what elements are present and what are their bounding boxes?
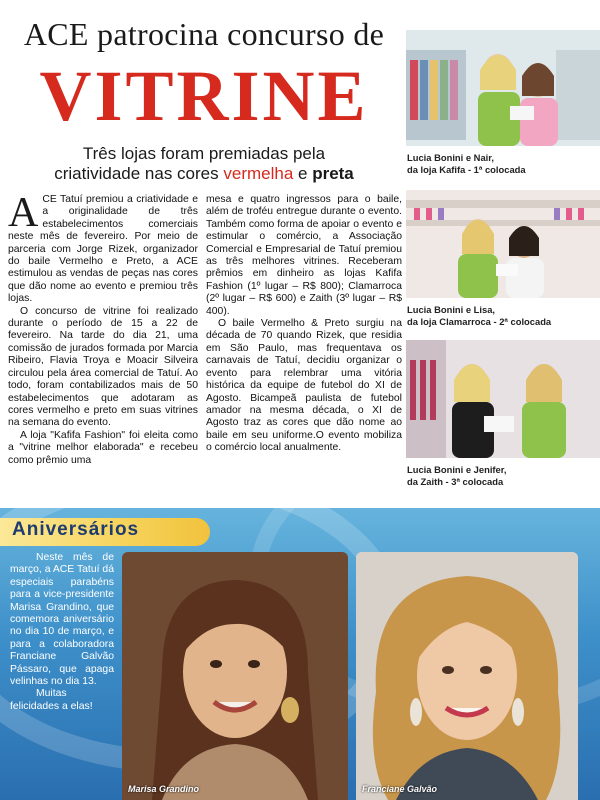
store-photo-illustration bbox=[406, 190, 600, 298]
subtitle-line2 bbox=[8, 164, 400, 184]
article-paragraph: O concurso de vitrine foi realizado durante o período de 15 a 22 de fevereiro. Na tarde do dia 21, uma comissão de jurados formada por Marcia Ribeiro, Flavia Troya e Moacir Silveira circulou pela área comercial de Tatuí. Ao todo, foram contabilizados mais de 50 estabelecimentos que adotaram as cores vermelho e preto em suas vitrines na semana do evento. bbox=[8, 305, 198, 429]
subtitle-line1: Três lojas foram premiadas pela bbox=[82, 144, 326, 163]
article-column-1 bbox=[8, 190, 198, 467]
photo-clamarroca bbox=[406, 190, 600, 298]
aniversarios-text bbox=[10, 552, 114, 713]
caption-clamarroca bbox=[407, 304, 599, 328]
aniversarios-paragraph: Neste mês de março, a ACE Tatuí dá especiais parabéns para a vice-presidente Marisa Grandino, que comemora aniversário no dia 10 de março, e para a colaboradora Franciane Galvão Pássaro, que apaga velinhas no dia 13. bbox=[10, 552, 114, 688]
article-paragraph: A loja "Kafifa Fashion" foi eleita como a "vitrine melhor elaborada" e recebeu como prêmio uma bbox=[8, 429, 198, 466]
caption-zaith bbox=[407, 464, 599, 488]
headline-line1: ACE patrocina concurso de bbox=[23, 16, 385, 52]
caption-line: da Zaith - 3ª colocada bbox=[407, 476, 504, 487]
store-photo-illustration bbox=[406, 340, 600, 458]
subtitle-conjunction: e bbox=[293, 164, 313, 183]
article-paragraph bbox=[8, 190, 198, 306]
article-paragraph: O baile Vermelho & Preto surgiu na década de 70 quando Rizek, que residia em São Paulo, mas frequentava os carnavais de Tatuí, decidiu organizar o evento para relembrar uma vitória histórica da equipe de futebol do XI de Agosto. Bicampeã paulista de futebol amador na mesma década, o XI de Agosto traz as cores que dão nome ao baile em seu uniforme.O evento mobiliza o comércio local anualmente. bbox=[206, 318, 402, 454]
photo-zaith bbox=[406, 340, 600, 458]
headline-vitrine: VITRINE bbox=[39, 56, 369, 136]
aniversarios-paragraph: Muitas felicidades a elas! bbox=[10, 688, 93, 712]
store-photo-illustration bbox=[406, 30, 600, 146]
caption-line: da loja Kafifa - 1ª colocada bbox=[407, 164, 526, 175]
portrait-illustration bbox=[122, 552, 348, 800]
article-column-2 bbox=[206, 194, 402, 455]
subtitle-red-word: vermelha bbox=[223, 164, 294, 183]
caption-line: Lucia Bonini e Nair, bbox=[407, 152, 494, 163]
aniversarios-title: Aniversários bbox=[12, 519, 140, 540]
subtitle bbox=[8, 144, 400, 184]
aniversarios-section bbox=[0, 508, 600, 800]
caption-line: Lucia Bonini e Lisa, bbox=[407, 304, 496, 315]
photo-kafifa bbox=[406, 30, 600, 146]
caption-kafifa bbox=[407, 152, 599, 176]
subtitle-bold-word: preta bbox=[312, 164, 354, 183]
article-paragraph: mesa e quatro ingressos para o baile, além de troféu entregue durante o evento. Também como forma de apoiar o evento e estimular o comércio, a Associação Comercial e Empresarial de Tatuí premiou as três melhores vitrines. Receberam prêmios em dinheiro as lojas Kafifa Fashion (1º lugar – R$ 800); Clamarroca (2º lugar – R$ 600) e Zaith (3º lugar – R$ 400). bbox=[206, 194, 402, 317]
caption-line: da loja Clamarroca - 2ª colocada bbox=[407, 316, 552, 327]
drop-cap: A bbox=[8, 190, 39, 236]
caption-line: Lucia Bonini e Jenifer, bbox=[407, 464, 507, 475]
portrait-franciane bbox=[356, 552, 578, 800]
paragraph-text: CE Tatuí premiou a criatividade e a originalidade de três estabelecimentos comerciais neste mês de fevereiro. Por meio de parceria com Jorge Rizek, organizador do baile Vermelho e Preto, a ACE estimulou as vendas de peças nas cores que dão nome ao evento e premiou três lojas. bbox=[8, 194, 198, 305]
subtitle-text: criatividade nas cores bbox=[54, 164, 224, 183]
portrait-caption: Franciane Galvão bbox=[362, 784, 438, 794]
portrait-illustration bbox=[356, 552, 578, 800]
portrait-caption: Marisa Grandino bbox=[128, 784, 200, 794]
portrait-marisa bbox=[122, 552, 348, 800]
